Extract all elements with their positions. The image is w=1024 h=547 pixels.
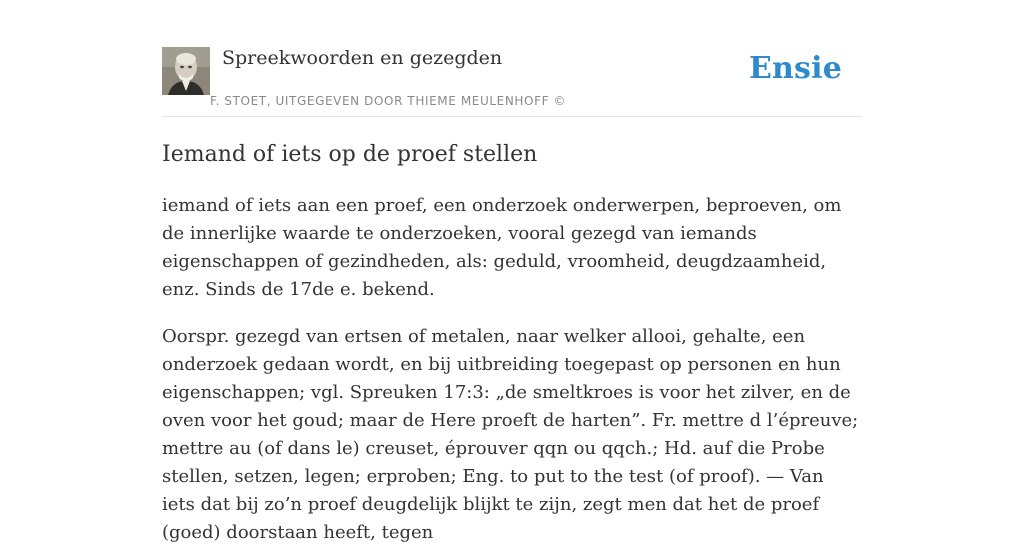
entry-paragraph: iemand of iets aan een proef, een onderzoek onderwerpen, beproeven, om de innerlijke waarde te onderzoeken, vooral gezegd van iemands eigenschappen of gezindheden, als: geduld, vroomheid, deugdzaamheid, enz. Sinds de 17de e. bekend. <box>162 195 842 300</box>
entry-paragraph: Oorspr. gezegd van ertsen of metalen, naar welker allooi, gehalte, een onderzoek gedaan wordt, en bij uitbreiding toegepast op personen en hun eigenschappen; vgl. Spreuken 17:3: „de smeltkroes is voor het zilver, en de oven voor het goud; maar de Here proeft de harten”. Fr. mettre d l’épreuve; mettre au (of dans le) creuset, éprouver qqn ou qqch.; Hd. auf die Probe stellen, setzen, legen; erproben; Eng. to put to the test (of proof). — Van iets dat bij zo’n proef deugdelijk blijkt te zijn, zegt men dat het de proef (goed) doorstaan heeft, tegen <box>162 326 859 543</box>
author-portrait-icon[interactable] <box>162 47 210 95</box>
ensie-logo[interactable]: Ensie <box>748 51 842 86</box>
book-title[interactable]: Spreekwoorden en gezegden <box>222 47 503 69</box>
header <box>162 0 862 117</box>
publisher-credit: F. STOET, UITGEGEVEN DOOR THIEME MEULENHOFF © <box>210 94 567 108</box>
page-container <box>162 0 862 543</box>
entry-title: Iemand of iets op de proef stellen <box>162 142 538 167</box>
